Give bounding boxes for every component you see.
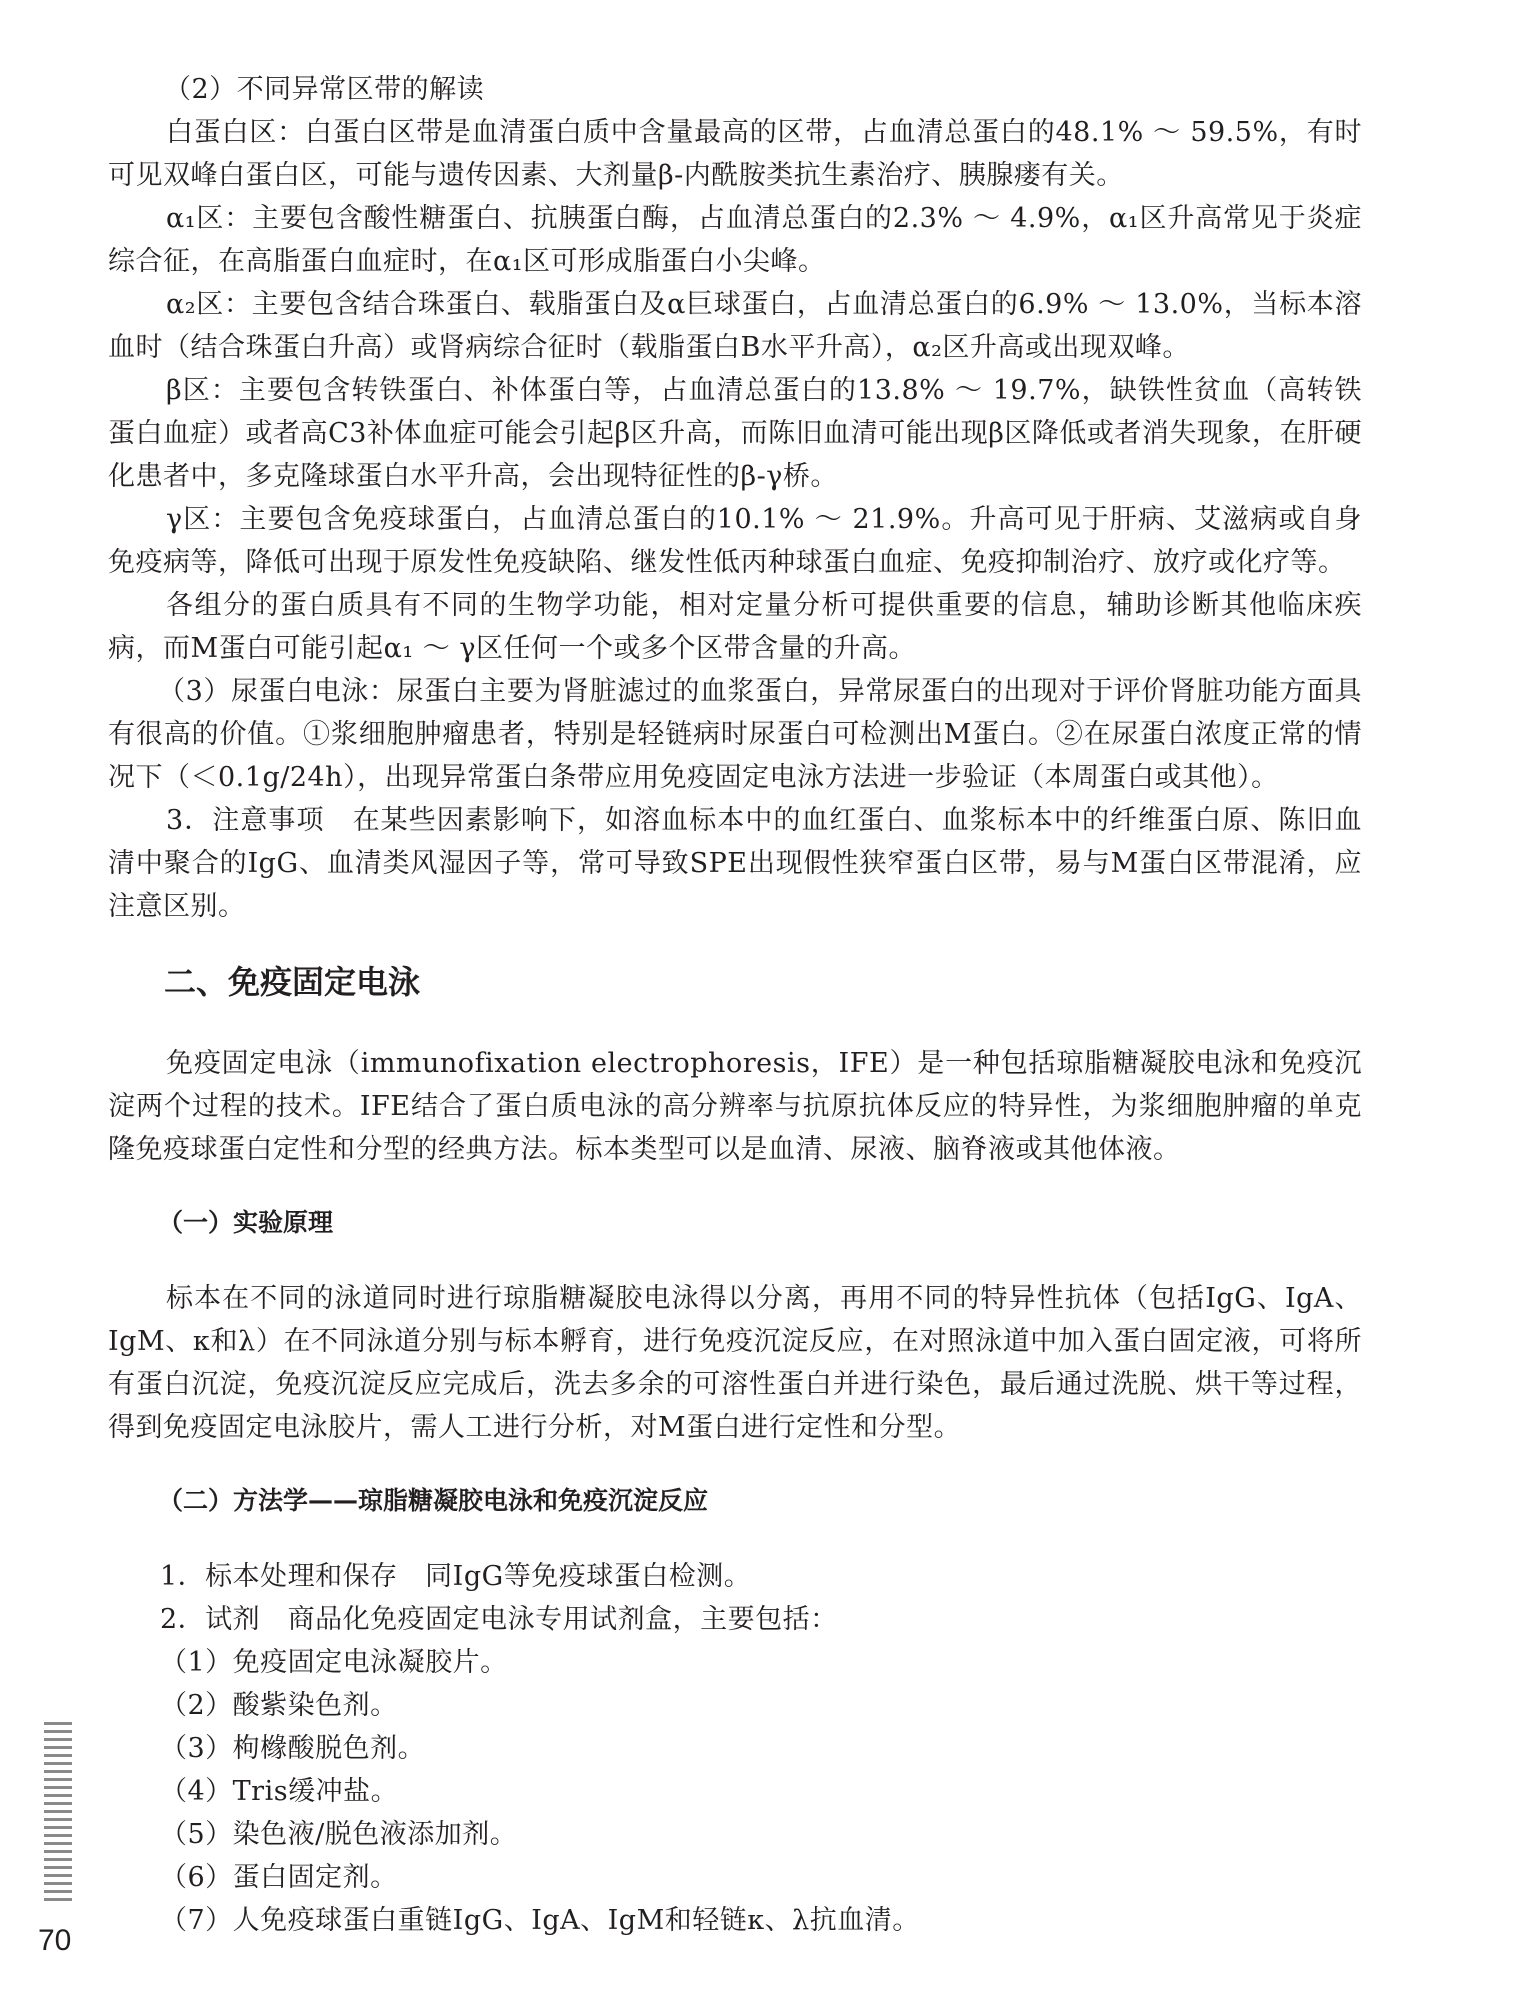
paragraph-beta-zone: β区：主要包含转铁蛋白、补体蛋白等，占血清总蛋白的13.8% ～ 19.7%，缺铁性贫血（高转铁蛋白血症）或者高C3补体血症可能会引起β区升高，而陈旧血清可能出现β区降低或者消失现象，在肝硬化患者中，多克隆球蛋白水平升高，会出现特征性的β-γ桥。 [108, 375, 1362, 492]
list-item-reagents: 2．试剂 商品化免疫固定电泳专用试剂盒，主要包括： [160, 1604, 838, 1635]
heading-experiment-principle: （一）实验原理 [158, 1208, 334, 1237]
paragraph-gamma-zone: γ区：主要包含免疫球蛋白，占血清总蛋白的10.1% ～ 21.9%。升高可见于肝病、艾滋病或自身免疫病等，降低可出现于原发性免疫缺陷、继发性低丙种球蛋白血症、免疫抑制治疗、放疗或化疗等。 [108, 504, 1362, 578]
section-heading-immunofixation: 二、免疫固定电泳 [164, 963, 421, 1001]
heading-methodology: （二）方法学——琼脂糖凝胶电泳和免疫沉淀反应 [158, 1486, 709, 1515]
paragraph-components-function: 各组分的蛋白质具有不同的生物学功能，相对定量分析可提供重要的信息，辅助诊断其他临床疾病，而M蛋白可能引起α₁ ～ γ区任何一个或多个区带含量的升高。 [108, 590, 1362, 664]
paragraph-alpha1-zone: α₁区：主要包含酸性糖蛋白、抗胰蛋白酶，占血清总蛋白的2.3% ～ 4.9%，α₁区升高常见于炎症综合征，在高脂蛋白血症时，在α₁区可形成脂蛋白小尖峰。 [108, 203, 1362, 277]
paragraph-alpha2-zone: α₂区：主要包含结合珠蛋白、载脂蛋白及α巨球蛋白，占血清总蛋白的6.9% ～ 13.0%，当标本溶血时（结合珠蛋白升高）或肾病综合征时（载脂蛋白B水平升高），α₂区升高或出现双峰。 [108, 289, 1362, 363]
page-content [108, 68, 1362, 1942]
list-item-reagent-1: （1）免疫固定电泳凝胶片。 [160, 1647, 508, 1678]
list-item-reagent-5: （5）染色液/脱色液添加剂。 [160, 1819, 518, 1850]
list-item-reagent-3: （3）枸橼酸脱色剂。 [160, 1733, 426, 1764]
subsection-heading-abnormal-zones: （2）不同异常区带的解读 [164, 74, 485, 105]
paragraph-urine-protein-electrophoresis: （3）尿蛋白电泳：尿蛋白主要为肾脏滤过的血浆蛋白，异常尿蛋白的出现对于评价肾脏功能方面具有很高的价值。①浆细胞肿瘤患者，特别是轻链病时尿蛋白可检测出M蛋白。②在尿蛋白浓度正常的情况下（＜0.1g/24h），出现异常蛋白条带应用免疫固定电泳方法进一步验证（本周蛋白或其他）。 [108, 676, 1362, 793]
paragraph-albumin-zone: 白蛋白区：白蛋白区带是血清蛋白质中含量最高的区带，占血清总蛋白的48.1% ～ 59.5%，有时可见双峰白蛋白区，可能与遗传因素、大剂量β-内酰胺类抗生素治疗、胰腺瘘有关。 [108, 117, 1362, 191]
list-item-sample-handling: 1．标本处理和保存 同IgG等免疫球蛋白检测。 [160, 1561, 752, 1592]
list-item-reagent-2: （2）酸紫染色剂。 [160, 1690, 398, 1721]
paragraph-principle: 标本在不同的泳道同时进行琼脂糖凝胶电泳得以分离，再用不同的特异性抗体（包括IgG、IgA、IgM、κ和λ）在不同泳道分别与标本孵育，进行免疫沉淀反应，在对照泳道中加入蛋白固定液，可将所有蛋白沉淀，免疫沉淀反应完成后，洗去多余的可溶性蛋白并进行染色，最后通过洗脱、烘干等过程，得到免疫固定电泳胶片，需人工进行分析，对M蛋白进行定性和分型。 [108, 1283, 1362, 1443]
list-item-reagent-7: （7）人免疫球蛋白重链IgG、IgA、IgM和轻链κ、λ抗血清。 [160, 1905, 920, 1936]
list-item-reagent-4: （4）Tris缓冲盐。 [160, 1776, 399, 1807]
paragraph-notes: 3．注意事项 在某些因素影响下，如溶血标本中的血红蛋白、血浆标本中的纤维蛋白原、陈旧血清中聚合的IgG、血清类风湿因子等，常可导致SPE出现假性狭窄蛋白区带，易与M蛋白区带混淆，应注意区别。 [108, 805, 1362, 922]
paragraph-ife-intro: 免疫固定电泳（immunofixation electrophoresis，IFE）是一种包括琼脂糖凝胶电泳和免疫沉淀两个过程的技术。IFE结合了蛋白质电泳的高分辨率与抗原抗体反应的特异性，为浆细胞肿瘤的单克隆免疫球蛋白定性和分型的经典方法。标本类型可以是血清、尿液、脑脊液或其他体液。 [108, 1048, 1362, 1165]
page-number: 70 [38, 1924, 72, 1957]
margin-decoration [44, 1722, 72, 1906]
list-item-reagent-6: （6）蛋白固定剂。 [160, 1862, 398, 1893]
